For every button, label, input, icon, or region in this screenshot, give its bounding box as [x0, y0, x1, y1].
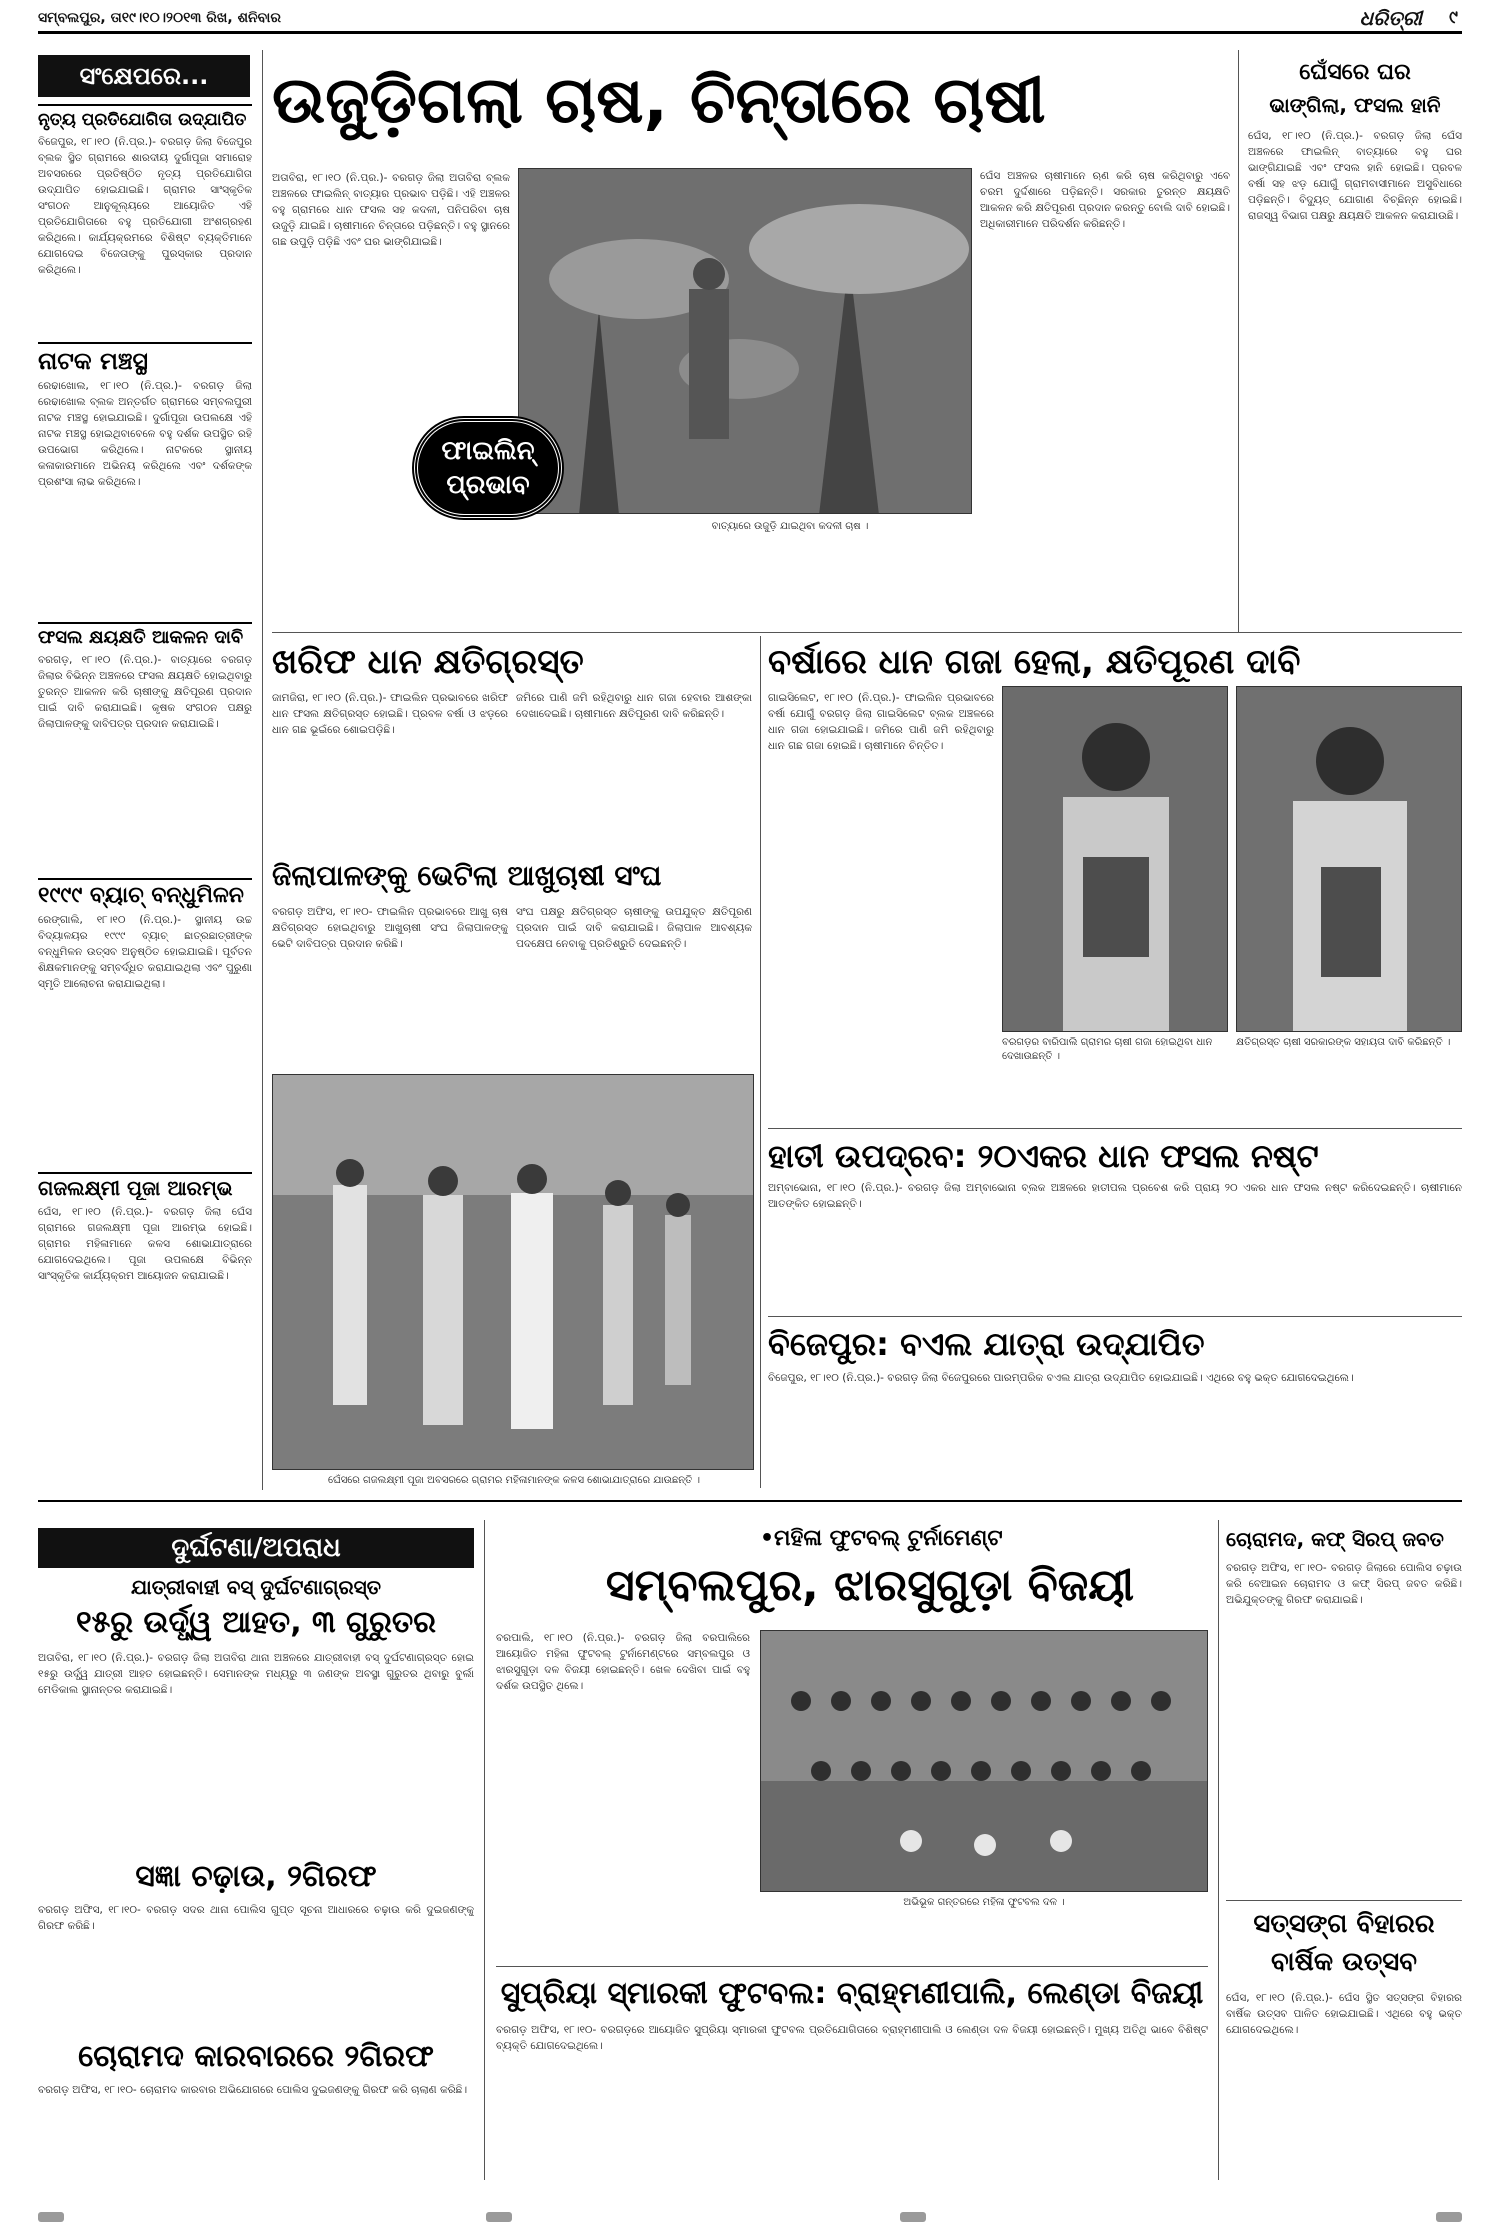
- lead-bottom-rule: [272, 632, 1462, 633]
- football-photo-caption: ଅଭିଭୂକ ଗନ୍ତରରେ ମହିଳା ଫୁଟବଲ ଦଳ ।: [903, 1897, 1065, 1908]
- procession-photo: [272, 1074, 754, 1470]
- sidebar-item-5-heading: ଗଜଲକ୍ଷ୍ମୀ ପୂଜା ଆରମ୍ଭ: [38, 1172, 252, 1200]
- scroll-indicator-center-left[interactable]: [486, 2212, 512, 2222]
- badge-line-2: ପ୍ରଭାବ: [446, 470, 530, 500]
- football-text: ବରପାଲି, ୧୮।୧୦ (ନି.ପ୍ର.)- ବରଗଡ଼ ଜିଲା ବରପାଲିରେ ଆୟୋଜିତ ମହିଳା ଫୁଟବଲ୍ ଟୁର୍ନାମେଣ୍ଟରେ ସମ୍ବଲପୁର ଓ ଝାରସୁଗୁଡ଼ା ଦଳ ବିଜୟୀ ହୋଇଛନ୍ତି। ଖେଳ ଦେଖିବା ପାଇଁ ବହୁ ଦର୍ଶକ ଉପସ୍ଥିତ ଥିଲେ।: [496, 1632, 750, 1692]
- sidebar-item-3-heading: ଫସଲ କ୍ଷୟକ୍ଷତି ଆକଳନ ଦାବି: [38, 622, 252, 650]
- meeting-column-1: ବରଗଡ଼ ଅଫିସ, ୧୮।୧୦- ଫାଇଲିନ ପ୍ରଭାବରେ ଆଖୁ ଚାଷ କ୍ଷତିଗ୍ରସ୍ତ ହୋଇଥିବାରୁ ଆଖୁଚାଷୀ ସଂଘ ଜିଲାପାଳଙ୍କୁ ଭେଟି ଦାବିପତ୍ର ପ୍ରଦାନ କରିଛି।: [272, 906, 508, 950]
- football-bottom-rule: [496, 1966, 1208, 1967]
- page-number: ୯: [1449, 7, 1458, 28]
- raid-text: ବରଗଡ଼ ଅଫିସ, ୧୮।୧୦- ବରଗଡ଼ ସଦର ଥାନା ପୋଲିସ ଗୁପ୍ତ ସୂଚନା ଆଧାରରେ ଚଢ଼ାଉ କରି ଦୁଇଜଣଙ୍କୁ ଗିରଫ କରିଛି।: [38, 1904, 474, 1932]
- lower-left-divider: [484, 1520, 485, 2180]
- sidebar-item-1-heading: ନୃତ୍ୟ ପ୍ରତିଯୋଗିତା ଉଦ୍‌ଯାପିତ: [38, 104, 252, 132]
- sidebar-item-2-heading: ନାଟକ ମଞ୍ଚସ୍ଥ: [38, 342, 252, 376]
- meeting-column-2: ସଂଘ ପକ୍ଷରୁ କ୍ଷତିଗ୍ରସ୍ତ ଚାଷୀଙ୍କୁ ଉପଯୁକ୍ତ କ୍ଷତିପୂରଣ ପ୍ରଦାନ ପାଇଁ ଦାବି କରାଯାଇଛି। ଜିଲାପାଳ ଆବଶ୍ୟକ ପଦକ୍ଷେପ ନେବାକୁ ପ୍ରତିଶ୍ରୁତି ଦେଇଛନ୍ତି।: [516, 906, 752, 950]
- lead-side-divider: [1238, 50, 1239, 632]
- kharif-column-2: ଜମିରେ ପାଣି ଜମି ରହିଥିବାରୁ ଧାନ ଗଜା ହେବାର ଆଶଙ୍କା ଦେଖାଦେଇଛି। ଚାଷୀମାନେ କ୍ଷତିପୂରଣ ଦାବି କରିଛନ୍ତି।: [516, 692, 752, 720]
- farmer-right-caption: କ୍ଷତିଗ୍ରସ୍ତ ଚାଷୀ ସରକାରଙ୍କ ସହାୟତା ଦାବି କରିଛନ୍ତି ।: [1236, 1037, 1451, 1048]
- farmer-photo-left: [1002, 686, 1228, 1032]
- lower-right-divider: [1218, 1520, 1219, 2180]
- middle-divider: [760, 636, 761, 1488]
- accident-box-title: ଦୁର୍ଘଟଣା/ଅପରାଧ: [38, 1528, 474, 1568]
- accident-text: ଅତାବିରା, ୧୮।୧୦ (ନି.ପ୍ର.)- ବରଗଡ଼ ଜିଲା ଅତାବିରା ଥାନା ଅଞ୍ଚଳରେ ଯାତ୍ରୀବାହୀ ବସ୍ ଦୁର୍ଘଟଣାଗ୍ରସ୍ତ ହୋଇ ୧୫ରୁ ଉର୍ଦ୍ଧ୍ୱ ଯାତ୍ରୀ ଆହତ ହୋଇଛନ୍ତି। ସେମାନଙ୍କ ମଧ୍ୟରୁ ୩ ଜଣଙ୍କ ଅବସ୍ଥା ଗୁରୁତର ଥିବାରୁ ବୁର୍ଲା ମେଡିକାଲ ସ୍ଥାନାନ୍ତର କରାଯାଇଛି।: [38, 1652, 474, 1696]
- bullock-headline: ବିଜେପୁର: ବଏଲ ଯାତ୍ରା ଉଦ୍‌ଯାପିତ: [768, 1325, 1205, 1363]
- farmer-left-caption: ବରଗଡ଼ର ବାରିପାଲି ଗ୍ରାମର ଚାଷୀ ଗଜା ହୋଇଥିବା ଧାନ ଦେଖାଉଛନ୍ତି ।: [1002, 1037, 1213, 1062]
- sidebar-item-4-text: ରେଙ୍ଗାଲି, ୧୮।୧୦ (ନି.ପ୍ର.)- ସ୍ଥାନୀୟ ଉଚ୍ଚ ବିଦ୍ୟାଳୟର ୧୯୯୯ ବ୍ୟାଚ୍ ଛାତ୍ରଛାତ୍ରୀଙ୍କ ବନ୍ଧୁମିଳନ ଉତ୍ସବ ଅନୁଷ୍ଠିତ ହୋଇଯାଇଛି। ପୂର୍ବତନ ଶିକ୍ଷକମାନଙ୍କୁ ସମ୍ବର୍ଦ୍ଧିତ କରାଯାଇଥିଲା ଏବଂ ପୁରୁଣା ସ୍ମୃତି ଆଲୋଚନା କରାଯାଇଥିଲା।: [38, 914, 252, 990]
- rain-text: ଗାଇସିଲେଟ, ୧୮।୧୦ (ନି.ପ୍ର.)- ଫାଇଲିନ ପ୍ରଭାବରେ ବର୍ଷା ଯୋଗୁଁ ବରଗଡ଼ ଜିଲା ଗାଇସିଲେଟ ବ୍ଲକ ଅଞ୍ଚଳରେ ଧାନ ଗଜା ହୋଇଯାଇଛି। ଜମିରେ ପାଣି ଜମି ରହିଥିବାରୁ ଧାନ ଗଛ ଗଜା ହୋଇଛି। ଚାଷୀମାନେ ଚିନ୍ତିତ।: [768, 692, 994, 752]
- farmer-photo-right: [1236, 686, 1462, 1032]
- sidebar-item-2-text: ରେଢାଖୋଲ, ୧୮।୧୦ (ନି.ପ୍ର.)- ବରଗଡ଼ ଜିଲା ରେଢାଖୋଲ ବ୍ଲକ ଅନ୍ତର୍ଗତ ଗ୍ରାମରେ ସମ୍ବଲପୁରୀ ନାଟକ ମଞ୍ଚସ୍ଥ ହୋଇଯାଇଛି। ଦୁର୍ଗାପୂଜା ଉପଲକ୍ଷେ ଏହି ନାଟକ ମଞ୍ଚସ୍ଥ ହୋଇଥିବାବେଳେ ବହୁ ଦର୍ଶକ ଉପସ୍ଥିତ ରହି ଉପଭୋଗ କରିଥିଲେ। ନାଟକରେ ସ୍ଥାନୀୟ କଳାକାରମାନେ ଅଭିନୟ କରିଥିଲେ ଏବଂ ଦର୍ଶକଙ୍କ ପ୍ରଶଂସା ଲାଭ କରିଥିଲେ।: [38, 380, 252, 488]
- football-team-illustration: [761, 1631, 1208, 1892]
- sidebar-item-4-heading: ୧୯୯୯ ବ୍ୟାଚ୍ ବନ୍ଧୁମିଳନ: [38, 878, 252, 910]
- procession-illustration: [273, 1075, 754, 1470]
- banana-photo-caption: ବାତ୍ୟାରେ ଉଜୁଡ଼ି ଯାଇଥିବା କଦଳୀ ଚାଷ ।: [711, 521, 869, 532]
- accident-kicker: ଯାତ୍ରୀବାହୀ ବସ୍ ଦୁର୍ଘଟଣାଗ୍ରସ୍ତ: [131, 1575, 381, 1599]
- football-team-photo: [760, 1630, 1208, 1892]
- kharif-headline: ଖରିଫ ଧାନ କ୍ଷତିଗ୍ରସ୍ତ: [272, 642, 584, 682]
- side-story-text: ଘେଁସ, ୧୮।୧୦ (ନି.ପ୍ର.)- ବରଗଡ଼ ଜିଲା ଘେଁସ ଅଞ୍ଚଳରେ ଫାଇଲିନ୍ ବାତ୍ୟାରେ ବହୁ ଘର ଭାଙ୍ଗିଯାଇଛି ଏବଂ ଫସଲ ହାନି ହୋଇଛି। ପ୍ରବଳ ବର୍ଷା ସହ ଝଡ଼ ଯୋଗୁଁ ଗ୍ରାମବାସୀମାନେ ଅସୁବିଧାରେ ପଡ଼ିଛନ୍ତି। ବିଦ୍ୟୁତ୍ ଯୋଗାଣ ବିଚ୍ଛିନ୍ନ ହୋଇଛି। ରାଜସ୍ୱ ବିଭାଗ ପକ୍ଷରୁ କ୍ଷୟକ୍ଷତି ଆକଳନ କରାଯାଉଛି।: [1248, 130, 1462, 222]
- cough-syrup-headline: ଚୋରାମଦ, କଫ୍ ସିରପ୍ ଜବତ: [1226, 1527, 1444, 1551]
- rain-bottom-rule: [768, 1128, 1462, 1129]
- sidebar-item-3-text: ବରଗଡ଼, ୧୮।୧୦ (ନି.ପ୍ର.)- ବାତ୍ୟାରେ ବରଗଡ଼ ଜିଲାର ବିଭିନ୍ନ ଅଞ୍ଚଳରେ ଫସଲ କ୍ଷୟକ୍ଷତି ହୋଇଥିବାରୁ ତୁରନ୍ତ ଆକଳନ କରି ଚାଷୀଙ୍କୁ କ୍ଷତିପୂରଣ ପ୍ରଦାନ ପାଇଁ ଦାବି କରାଯାଇଛି। କୃଷକ ସଂଗଠନ ପକ୍ଷରୁ ଜିଲାପାଳଙ୍କୁ ଦାବିପତ୍ର ପ୍ରଦାନ କରାଯାଇଛି।: [38, 654, 252, 730]
- farmer-right-illustration: [1237, 687, 1462, 1032]
- satsang-text: ଘେଁସ, ୧୮।୧୦ (ନି.ପ୍ର.)- ଘେଁସ ସ୍ଥିତ ସତ୍‌ସଙ୍ଗ ବିହାରର ବାର୍ଷିକ ଉତ୍ସବ ପାଳିତ ହୋଇଯାଇଛି। ଏଥିରେ ବହୁ ଭକ୍ତ ଯୋଗଦେଇଥିଲେ।: [1226, 1992, 1462, 2036]
- side-story-headline-1: ଘେଁସରେ ଘର: [1299, 60, 1411, 85]
- meeting-headline: ଜିଲାପାଳଙ୍କୁ ଭେଟିଲା ଆଖୁଚାଷୀ ସଂଘ: [272, 859, 662, 892]
- farmer-left-illustration: [1003, 687, 1228, 1032]
- scroll-indicator-center-right[interactable]: [900, 2212, 926, 2222]
- upper-section-bottom-rule: [38, 1500, 1462, 1502]
- liquor-arrest-text: ବରଗଡ଼ ଅଫିସ, ୧୮।୧୦- ଚୋରାମଦ କାରବାର ଅଭିଯୋଗରେ ପୋଲିସ ଦୁଇଜଣଙ୍କୁ ଗିରଫ କରି ଚାଲାଣ କରିଛି।: [38, 2084, 468, 2096]
- sidebar-title: ସଂକ୍ଷେପରେ...: [38, 55, 250, 97]
- rain-headline: ବର୍ଷାରେ ଧାନ ଗଜା ହେଲା, କ୍ଷତିପୂରଣ ଦାବି: [768, 642, 1301, 682]
- satsang-top-rule: [1226, 1900, 1462, 1901]
- procession-photo-caption: ଘେଁସରେ ଗଜଲକ୍ଷ୍ମୀ ପୂଜା ଅବସରରେ ଗ୍ରାମର ମହିଳାମାନଙ୍କ କଳସ ଶୋଭାଯାତ୍ରାରେ ଯାଉଛନ୍ତି ।: [328, 1475, 700, 1486]
- satsang-headline-1: ସତ୍‌ସଙ୍ଗ ବିହାରର: [1253, 1909, 1435, 1939]
- header-date-line: ସମ୍ବଲପୁର, ତା୧୯।୧୦।୨୦୧୩ ରିଖ, ଶନିବାର: [38, 10, 281, 26]
- accident-headline: ୧୫ରୁ ଉର୍ଦ୍ଧ୍ୱ ଆହତ, ୩ ଗୁରୁତର: [76, 1605, 436, 1640]
- page-header: [38, 6, 1462, 34]
- memorial-headline: ସୁପ୍ରିୟା ସ୍ମାରକୀ ଫୁଟବଲ: ବ୍ରାହ୍ମଣୀପାଲି, ଲେଣ୍ଡା ବିଜୟୀ: [500, 1976, 1204, 2011]
- elephant-bottom-rule: [768, 1316, 1462, 1317]
- phailin-effect-badge: [414, 418, 562, 518]
- liquor-arrest-headline: ଚୋରାମଦ କାରବାରରେ ୨ଗିରଫ: [78, 2039, 434, 2074]
- football-kicker: •ମହିଳା ଫୁଟବଲ୍ ଟୁର୍ନାମେଣ୍ଟ: [760, 1526, 1003, 1551]
- lead-headline: ଉଜୁଡ଼ିଗଲା ଚାଷ, ଚିନ୍ତାରେ ଚାଷୀ: [272, 64, 1046, 138]
- paper-name: ଧରିତ୍ରୀ: [1359, 6, 1422, 30]
- badge-line-1: ଫାଇଲିନ୍: [441, 436, 535, 466]
- banana-plantation-photo: [518, 168, 972, 514]
- scroll-indicator-left[interactable]: [38, 2212, 64, 2222]
- side-story-headline-2: ଭାଙ୍ଗିଲା, ଫସଲ ହାନି: [1269, 93, 1441, 117]
- satsang-headline-2: ବାର୍ଷିକ ଉତ୍ସବ: [1271, 1947, 1417, 1977]
- raid-headline: ସଜ୍ଞା ଚଢ଼ାଉ, ୨ଗିରଫ: [135, 1859, 377, 1894]
- sidebar-item-5-text: ଘେଁସ, ୧୮।୧୦ (ନି.ପ୍ର.)- ବରଗଡ଼ ଜିଲା ଘେଁସ ଗ୍ରାମରେ ଗଜଲକ୍ଷ୍ମୀ ପୂଜା ଆରମ୍ଭ ହୋଇଛି। ଗ୍ରାମର ମହିଳାମାନେ କଳସ ଶୋଭାଯାତ୍ରାରେ ଯୋଗଦେଇଥିଲେ। ପୂଜା ଉପଲକ୍ଷେ ବିଭିନ୍ନ ସାଂସ୍କୃତିକ କାର୍ଯ୍ୟକ୍ରମ ଆୟୋଜନ କରାଯାଇଛି।: [38, 1206, 252, 1282]
- lead-column-2: ଘେଁସ ଅଞ୍ଚଳର ଚାଷୀମାନେ ଋଣ କରି ଚାଷ କରିଥିବାରୁ ଏବେ ଚରମ ଦୁର୍ଦ୍ଦଶାରେ ପଡ଼ିଛନ୍ତି। ସରକାର ତୁରନ୍ତ କ୍ଷୟକ୍ଷତି ଆକଳନ କରି କ୍ଷତିପୂରଣ ପ୍ରଦାନ କରନ୍ତୁ ବୋଲି ଦାବି ହୋଇଛି। ଅଧିକାରୀମାନେ ପରିଦର୍ଶନ କରିଛନ୍ତି।: [980, 170, 1230, 230]
- football-headline: ସମ୍ବଲପୁର, ଝାରସୁଗୁଡ଼ା ବିଜୟୀ: [605, 1560, 1135, 1611]
- elephant-headline: ହାତୀ ଉପଦ୍ରବ: ୨୦ଏକର ଧାନ ଫସଲ ନଷ୍ଟ: [768, 1137, 1319, 1175]
- scroll-indicator-right[interactable]: [1436, 2212, 1462, 2222]
- elephant-text: ଅମ୍ବାଭୋନା, ୧୮।୧୦ (ନି.ପ୍ର.)- ବରଗଡ଼ ଜିଲା ଅମ୍ବାଭୋନା ବ୍ଲକ ଅଞ୍ଚଳରେ ହାତୀପଲ ପ୍ରବେଶ କରି ପ୍ରାୟ ୨୦ ଏକର ଧାନ ଫସଲ ନଷ୍ଟ କରିଦେଇଛନ୍ତି। ଚାଷୀମାନେ ଆତଙ୍କିତ ହୋଇଛନ୍ତି।: [768, 1182, 1462, 1210]
- memorial-text: ବରଗଡ଼ ଅଫିସ, ୧୮।୧୦- ବରଗଡ଼ରେ ଆୟୋଜିତ ସୁପ୍ରିୟା ସ୍ମାରକୀ ଫୁଟବଲ ପ୍ରତିଯୋଗିତାରେ ବ୍ରାହ୍ମଣୀପାଲି ଓ ଲେଣ୍ଡା ଦଳ ବିଜୟୀ ହୋଇଛନ୍ତି। ମୁଖ୍ୟ ଅତିଥି ଭାବେ ବିଶିଷ୍ଟ ବ୍ୟକ୍ତି ଯୋଗଦେଇଥିଲେ।: [496, 2024, 1208, 2052]
- bullock-text: ବିଜେପୁର, ୧୮।୧୦ (ନି.ପ୍ର.)- ବରଗଡ଼ ଜିଲା ବିଜେପୁରରେ ପାରମ୍ପରିକ ବଏଲ ଯାତ୍ରା ଉଦ୍‌ଯାପିତ ହୋଇଯାଇଛି। ଏଥିରେ ବହୁ ଭକ୍ତ ଯୋଗଦେଇଥିଲେ।: [768, 1372, 1354, 1384]
- kharif-column-1: ଜାମଜିରା, ୧୮।୧୦ (ନି.ପ୍ର.)- ଫାଇଲିନ ପ୍ରଭାବରେ ଖରିଫ ଧାନ ଫସଲ କ୍ଷତିଗ୍ରସ୍ତ ହୋଇଛି। ପ୍ରବଳ ବର୍ଷା ଓ ଝଡ଼ରେ ଧାନ ଗଛ ଭୂଇଁରେ ଶୋଇପଡ଼ିଛି।: [272, 692, 508, 736]
- sidebar-divider: [262, 50, 263, 1490]
- banana-plant-illustration: [519, 169, 972, 514]
- sidebar-item-1-text: ବିଜେପୁର, ୧୮।୧୦ (ନି.ପ୍ର.)- ବରଗଡ଼ ଜିଲା ବିଜେପୁର ବ୍ଲକ ସ୍ଥିତ ଗ୍ରାମରେ ଶାରଦୀୟ ଦୁର୍ଗାପୂଜା ସମାରୋହ ଅବସରରେ ପ୍ରତିଷ୍ଠିତ ନୃତ୍ୟ ପ୍ରତିଯୋଗିତା ଉଦ୍‌ଯାପିତ ହୋଇଯାଇଛି। ଗ୍ରାମର ସାଂସ୍କୃତିକ ସଂଗଠନ ଆନୁକୂଲ୍ୟରେ ଆୟୋଜିତ ଏହି ପ୍ରତିଯୋଗିତାରେ ବହୁ ପ୍ରତିଯୋଗୀ ଅଂଶଗ୍ରହଣ କରିଥିଲେ। କାର୍ଯ୍ୟକ୍ରମରେ ବିଶିଷ୍ଟ ବ୍ୟକ୍ତିମାନେ ଯୋଗଦେଇ ବିଜେତାଙ୍କୁ ପୁରସ୍କାର ପ୍ରଦାନ କରିଥିଲେ।: [38, 136, 252, 276]
- cough-syrup-text: ବରଗଡ଼ ଅଫିସ, ୧୮।୧୦- ବରଗଡ଼ ଜିଲାରେ ପୋଲିସ ଚଢ଼ାଉ କରି ବେଆଇନ ଚୋରାମଦ ଓ କଫ୍ ସିରପ୍ ଜବତ କରିଛି। ଅଭିଯୁକ୍ତଙ୍କୁ ଗିରଫ କରାଯାଇଛି।: [1226, 1562, 1462, 1606]
- lead-column-1: ଅତାବିରା, ୧୮।୧୦ (ନି.ପ୍ର.)- ବରଗଡ଼ ଜିଲା ଅତାବିରା ବ୍ଲକ ଅଞ୍ଚଳରେ ଫାଇଲିନ୍ ବାତ୍ୟାର ପ୍ରଭାବ ପଡ଼ିଛି। ଏହି ଅଞ୍ଚଳର ବହୁ ଗ୍ରାମରେ ଧାନ ଫସଲ ସହ କଦଳୀ, ପନିପରିବା ଚାଷ ଉଜୁଡ଼ି ଯାଇଛି। ଚାଷୀମାନେ ଚିନ୍ତାରେ ପଡ଼ିଛନ୍ତି। ବହୁ ସ୍ଥାନରେ ଗଛ ଉପୁଡ଼ି ପଡ଼ିଛି ଏବଂ ଘର ଭାଙ୍ଗିଯାଇଛି।: [272, 172, 510, 248]
